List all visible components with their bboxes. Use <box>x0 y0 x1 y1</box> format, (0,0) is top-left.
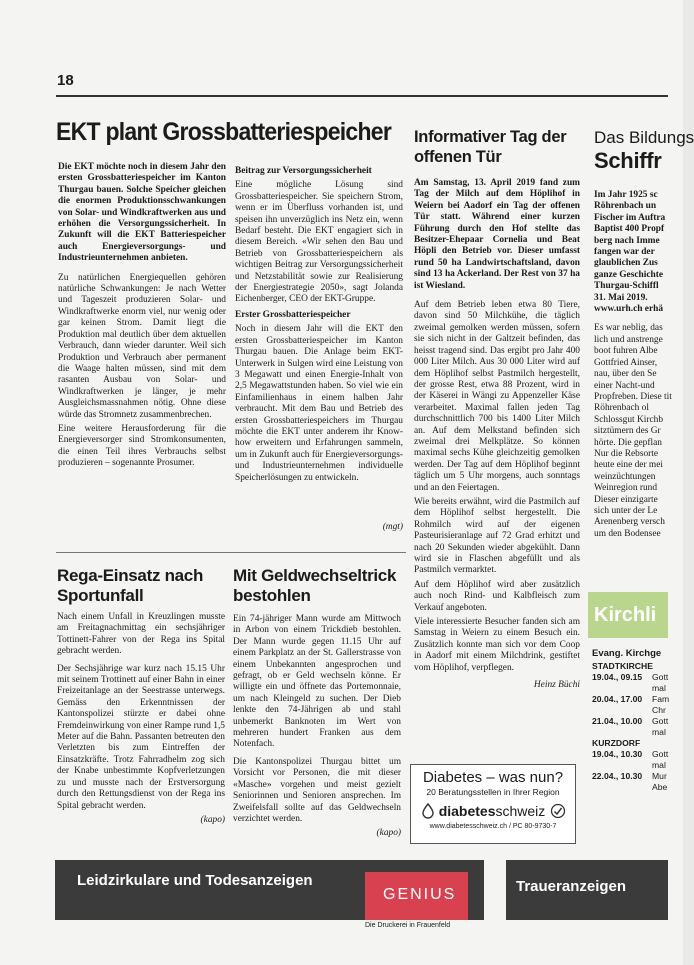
kirchliche-date <box>592 782 652 793</box>
right-article <box>594 190 672 582</box>
main-subhead-2: Erster Grossbatteriespeicher <box>235 309 351 320</box>
kirchliche-text: mal <box>652 760 666 770</box>
kirchliche-entry <box>592 760 676 771</box>
footer-right-text: Traueranzeigen <box>516 878 627 895</box>
ad-footer: www.diabetesschweiz.ch / PC 80-9730-7 <box>429 823 557 830</box>
kirchliche-entry <box>592 749 676 760</box>
main-para-2: Eine weitere Herausforderung für die Energieversorger sind Stromkonsumenten, die einen Teil ihres Verbrauchs selbst produzieren – sogenannte Prosumer. <box>58 423 226 469</box>
genius-logo-text: GENIUS <box>383 886 457 903</box>
kirchliche-entry <box>592 705 676 716</box>
right-headline: Schiffr <box>594 148 662 173</box>
kirchliche-text: Chr <box>652 705 666 715</box>
kirchliche-date: 19.04., 09.15 <box>592 672 643 682</box>
main-headline: EKT plant Grossbatteriespeicher <box>56 118 392 146</box>
kirchliche-place: STADTKIRCHE <box>592 661 653 671</box>
check-circle-icon <box>550 803 566 819</box>
tag-para-3: Auf dem Höplihof wird aber zusätzlich auch noch Rind- und Kalbfleisch zum Verkauf angeboten. <box>414 579 580 613</box>
kirchliche-entry <box>592 771 676 782</box>
ad-logo-light: schweiz <box>495 803 546 819</box>
kirchliche-date: 20.04., 17.00 <box>592 694 643 704</box>
kirchliche-text: Gott <box>652 716 669 726</box>
kirchliche-text: mal <box>652 727 666 737</box>
footer-bar-right <box>506 860 668 920</box>
kirchliche-entry <box>592 716 676 727</box>
genius-logo <box>365 872 468 920</box>
kirchliche-date: 22.04., 10.30 <box>592 771 643 781</box>
kirchliche-entry <box>592 727 676 738</box>
diabetes-drop-icon <box>420 803 436 819</box>
kirchliche-date <box>592 705 652 716</box>
tag-para-4: Viele interessierte Besucher fanden sich am Samstag in Weiern zu einem Besuch ein. Zusätzlich konnte man sich vor dem Coop in Aadorf mit einem Milchdrink, gestiftet vom Höplihof, verpflegen. <box>414 617 580 673</box>
tag-para-2: Wie bereits erwähnt, wird die Pastmilch auf dem Höplihof selbst hergestellt. Die Rohmilch wird auf der eigenen Pasteurisieranlage auf 72 Grad erhitzt und nach 20 Sekunden wieder abgekühlt. Dann wird sie in Flaschen abgefüllt und als Pastmilch vermarktet. <box>414 496 580 576</box>
geld-article <box>233 614 401 846</box>
kirchliche-text: Gott <box>652 672 669 682</box>
kirchliche-title: Evang. Kirchge <box>592 648 662 659</box>
rega-headline: Rega-Einsatz nach Sportunfall <box>57 566 204 605</box>
kirchliche-listing <box>592 648 676 793</box>
kirchliche-entry <box>592 694 676 705</box>
kirchliche-banner-text: Kirchli <box>594 604 657 626</box>
main-agency: (mgt) <box>382 522 403 532</box>
kirchliche-entry <box>592 672 676 683</box>
main-lead: Die EKT möchte noch in diesem Jahr den ersten Grossbatteriespeicher im Kanton Thurgau bauen. Solche Speicher gleichen die enormen Produktionsschwankungen von Solar- und Windkraftwerken aus und erhöhen die Versorgungssicherheit. In Zukunft will die EKT Batteriespeicher auch Energieversorgungs- und Industrieunternehmen anbieten. <box>58 162 226 264</box>
main-para-4: Noch in diesem Jahr will die EKT den ersten Grossbatteriespeicher im Kanton Thurgau bauen. Die Anlage beim EKT-Unterwerk in Sulgen wird eine Leistung von 3 Megawatt und einen Energie-Inhalt von 2,5 Megawattstunden haben. So viel wie ein Einfamilienhaus in einem halben Jahr verbraucht. Mit dem Bau und Betrieb des ersten Grossbatteriespeichers im Thurgau möchte die EKT unter anderem ihr Know-how erweitern und Erfahrungen sammeln, um in Zukunft auch für Energieversorgungs- und Industrieunternehmen individuelle Speicherlösungen zu entwickeln. <box>235 324 403 483</box>
ad-logo <box>411 803 575 819</box>
footer-left-text: Leidzirkulare und Todesanzeigen <box>77 872 313 889</box>
kirchliche-text: Gott <box>652 749 669 759</box>
kirchliche-place: KURZDORF <box>592 738 641 748</box>
page-number: 18 <box>57 72 74 89</box>
rega-article <box>57 612 225 844</box>
ad-subtitle: 20 Beratungsstellen in Ihrer Region <box>426 787 560 797</box>
geld-para-2: Die Kantonspolizei Thurgau bittet um Vorsicht vor Personen, die mit dieser «Masche» vorgehen und meist gezielt Seniorinnen und Senioren ansprechen. Im Zweifelsfall sollte auf das Geldwechseln verzichtet werden. <box>233 756 401 824</box>
geld-para-1: Ein 74-jähriger Mann wurde am Mittwoch in Arbon von einem Trickdieb bestohlen. Der Mann wurde gegen 11.15 Uhr auf einem Parkplatz an der St. Gallerstrasse von einem Unbekannten angesprochen und gefragt, ob er Geld wechseln könne. Er willigte ein und öffnete das Portemonnaie, um nach Kleingeld zu suchen. Der Dieb lenkte den 74-Jährigen ab und stahl unbemerkt Banknoten im Wert von mehreren hundert Franken aus dem Notenfach. <box>233 614 401 750</box>
kirchliche-text: Mur <box>652 771 667 781</box>
tag-lead: Am Samstag, 13. April 2019 fand zum Tag der Milch auf dem Höplihof in Weiern bei Aadorf ein Tag der offenen Tür statt. Während einer kurzen Führung durch den Hof stellte das Besitzer-Ehepaar Cornelia und Beat Höpli den Betrieb vor. Dieser umfasst rund 50 ha Landwirtschaftsland, davon sind 13 ha Ackerland. Der Rest von 37 ha ist Wiesland. <box>414 178 580 291</box>
kirchliche-text: mal <box>652 683 666 693</box>
kirchliche-date: 19.04., 10.30 <box>592 749 643 759</box>
diabetes-ad[interactable] <box>410 764 576 844</box>
kirchliche-text: Fam <box>652 694 670 704</box>
kirchliche-date <box>592 760 652 771</box>
tag-para-1: Auf dem Betrieb leben etwa 80 Tiere, davon sind 50 Milchkühe, die täglich zweimal gemolken werden müssen, sofern sie sich nicht in der Galtzeit befinden, das heisst tragend sind. Das ergibt pro Jahr 400 000 Liter Milch. Aus 30 000 Liter wird auf dem Höplihof selbst Pastmilch hergestellt, der grosse Rest, etwa 88 Prozent, wird in der Käserei in Wängi zu Appenzeller Käse verarbeitet. Maximal fallen jeden Tag durchschnittlich 700 bis 1400 Liter Milch an. Auf dem Melkstand befinden sich zweimal drei Melkplätze. So können maximal sechs Kühe gleichzeitig gemolken werden. Der Tag auf dem Höplihof beginnt täglich um 5 Uhr morgens, auch sonntags und an den Feiertagen. <box>414 300 580 493</box>
rega-para-1: Nach einem Unfall in Kreuzlingen musste am Freitagnachmittag ein sechsjähriger Tottinett-Fahrer von der Rega ins Spital gebracht werden. <box>57 612 225 657</box>
main-para-1: Zu natürlichen Energiequellen gehören natürliche Schwankungen: Je nach Wetter und Tageszeit produzieren Solar- und Windkraftwerke enorm viel, nur wenig oder gar keinen Strom. Damit liegt die Produktion mal deutlich über dem aktuellen Verbrauch, dann wieder darunter. Weil sich Produktion und Verbrauch aber permanent die Waage halten müssen, sind mit dem rasanten Ausbau von Solar- und Windkraftwerken je länger, je mehr Ausgleichsmassnahmen nötig. Ohne diese würde das Stromnetz zusammenbrechen. <box>58 272 226 420</box>
geld-agency: (kapo) <box>376 828 401 839</box>
kirchliche-entry <box>592 782 676 793</box>
mid-rule <box>56 552 406 553</box>
top-rule <box>56 95 668 97</box>
right-lead: Im Jahr 1925 sc Röhrenbach un Fischer im Auftra Baptist 400 Propf berg nach Imme fangen war der glaublichen Zus ganze Geschichte Thurgau-Schiffl 31. Mai 2019. www.urh.ch erhä <box>594 190 666 315</box>
kirchliche-date <box>592 683 652 694</box>
rega-agency: (kapo) <box>200 814 225 825</box>
rega-para-2: Der Sechsjährige war kurz nach 15.15 Uhr mit seinem Trottinett auf einer Bahn in einer Freizeitanlage an der Seestrasse unterwegs. Gemäss den Erkenntnissen der Kantonspolizei stürzte er dabei ohne Fremdeinwirkung von einer Rampe rund 1,5 Meter auf die Bahn. Passanten betreuten den Verletzten bis zum Eintreffen der Einsatzkräfte. Trotz Fahrradhelm zog sich der Knabe unbestimmte Kopfverletzungen zu und musste nach der Erstversorgung durch den Rettungsdienst von der Rega ins Spital gebracht werden. <box>57 663 225 811</box>
main-article-col2 <box>235 162 403 534</box>
right-kicker: Das Bildungs <box>594 128 694 147</box>
kirchliche-rows <box>592 661 676 793</box>
kirchliche-entry <box>592 683 676 694</box>
geld-headline: Mit Geldwechseltrick bestohlen <box>233 566 397 605</box>
main-agency-wrap <box>235 522 403 536</box>
kirchliche-banner <box>588 592 668 638</box>
kirchliche-date: 21.04., 10.00 <box>592 716 643 726</box>
genius-subline: Die Druckerei in Frauenfeld <box>365 922 451 929</box>
right-para-1: Es war neblig, das lich und anstrenge boot fuhren Albe Gottfried Ainser, nau, über den Se einer Nacht-und Propfreben. Diese tit Röhrenbach ol Schlossgut Kirchb sitztümern des Gr hörte. Die gepflan Nur die Rebsorte heute eine der mei weinzüchtungen Weinregion rund Dieser einzigarte sich unter der Le Arenenberg versch um den Bodensee <box>594 323 672 539</box>
main-para-3: Eine mögliche Lösung sind Grossbatteriespeicher. Sie speichern Strom, wenn er im Überfluss vorhanden ist, und speisen ihn unverzüglich ins Netz ein, wenn Bedarf besteht. Die EKT engagiert sich in diesem Bereich. «Wir sehen den Bau und Betrieb von Grossbatteriespeichern als wichtigen Beitrag zur Versorgungssicherheit und Netzstabilität sowie zur Realisierung der Energiestrategie 2050», sagt Jolanda Eichenberger, CEO der EKT-Gruppe. <box>235 180 403 305</box>
main-article-col1 <box>58 162 226 554</box>
ad-title: Diabetes – was nun? <box>422 769 564 786</box>
tag-article <box>414 178 580 738</box>
kirchliche-date <box>592 727 652 738</box>
main-subhead-1: Beitrag zur Versorgungssicherheit <box>235 166 372 176</box>
kirchliche-text: Abe <box>652 782 668 792</box>
ad-logo-bold: diabetes <box>438 803 496 819</box>
tag-author: Heinz Büchi <box>533 680 580 691</box>
tag-headline: Informativer Tag der offenen Tür <box>414 128 567 166</box>
